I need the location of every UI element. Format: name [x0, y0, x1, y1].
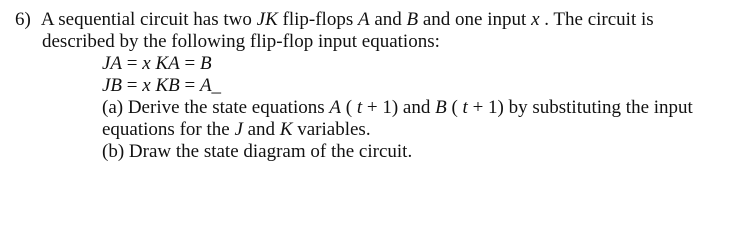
text-segment: (a) Derive the state equations: [102, 97, 330, 118]
equals-sign: =: [179, 53, 200, 74]
problem-line-1: [15, 9, 654, 31]
text-segment: (: [341, 97, 357, 118]
equals-sign: =: [179, 75, 200, 96]
part-a-line-1: [102, 97, 693, 119]
text-segment: (: [446, 97, 463, 118]
text-segment: equations for the: [102, 119, 235, 140]
text-segment: flip-flops: [277, 9, 358, 30]
text-segment: + 1) by substituting the input: [467, 97, 693, 118]
text-segment: and one input: [418, 9, 532, 30]
problem-line-2: described by the following flip-flop input equations:: [42, 31, 440, 52]
equals-sign: =: [122, 75, 143, 96]
problem-number: 6): [15, 9, 31, 30]
b-symbol: B: [199, 53, 212, 74]
t-symbol: t: [356, 97, 363, 118]
text-segment: + 1) and: [362, 97, 436, 118]
text-segment: and: [242, 119, 280, 140]
text-segment: A sequential circuit has two: [40, 9, 257, 30]
ja-symbol: JA: [102, 53, 123, 74]
equation-a: [102, 53, 212, 75]
text-segment: and: [369, 9, 407, 30]
t-symbol: t: [462, 97, 468, 118]
a-symbol: A: [329, 97, 341, 118]
equals-sign: =: [122, 53, 143, 74]
b-symbol: B: [435, 97, 447, 118]
jk-symbol: JK: [256, 9, 278, 30]
x-symbol: x: [142, 75, 151, 96]
text-segment: . The circuit is: [539, 9, 654, 30]
jb-symbol: JB: [102, 75, 123, 96]
text-segment: variables.: [292, 119, 371, 140]
k-symbol: K: [279, 119, 293, 140]
ka-symbol: KA: [155, 53, 180, 74]
kb-symbol: KB: [155, 75, 180, 96]
j-symbol: J: [234, 119, 243, 140]
flip-flop-b-symbol: B: [406, 9, 419, 30]
equation-b: [102, 75, 221, 97]
part-a-line-2: [102, 119, 371, 141]
x-symbol: x: [142, 53, 151, 74]
part-b-line: (b) Draw the state diagram of the circuit.: [102, 141, 413, 162]
a-complement-symbol: A_: [199, 75, 222, 96]
input-x-symbol: x: [531, 9, 540, 30]
flip-flop-a-symbol: A: [357, 9, 370, 30]
